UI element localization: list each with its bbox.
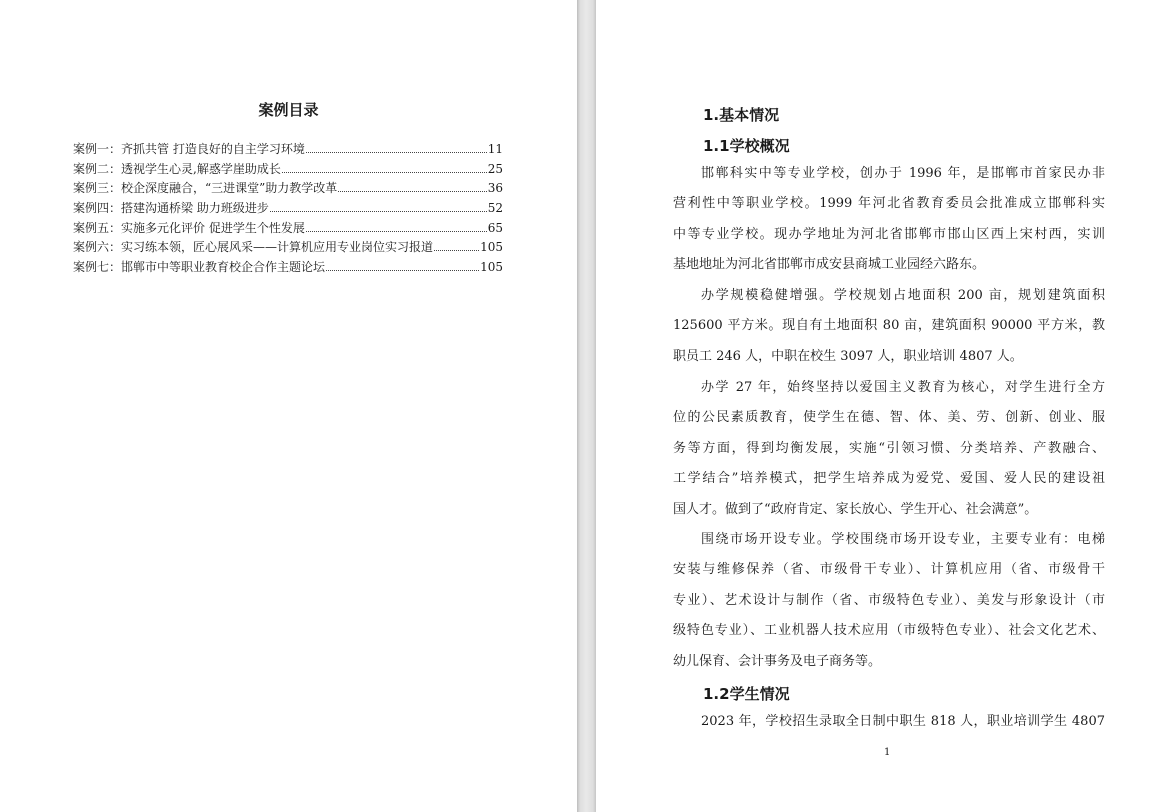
paragraph-school-intro <box>673 159 1105 281</box>
paragraph-line: 安装与维修保养（省、市级骨干专业）、计算机应用（省、市级骨干 <box>673 562 1105 578</box>
toc-entry-page: 36 <box>487 181 503 196</box>
toc-entry-page: 25 <box>487 161 503 176</box>
paragraph-line: 级特色专业）、工业机器人技术应用（市级特色专业）、社会文化艺术、 <box>673 623 1105 639</box>
paragraph-line: 务等方面，得到均衡发展，实施“引领习惯、分类培养、产教融合、 <box>673 440 1105 456</box>
toc-entry-page: 52 <box>487 201 503 216</box>
paragraph-line: 办学规模稳健增强。学校规划占地面积 200 亩，规划建筑面积 <box>701 288 1105 303</box>
paragraph-line: 2023 年，学校招生录取全日制中职生 818 人，职业培训学生 4807 <box>701 714 1105 729</box>
toc-entry-text: 案例一：齐抓共管 打造良好的自主学习环境 <box>73 142 305 156</box>
paragraph-school-majors <box>673 525 1105 677</box>
toc-entry-text: 案例二：透视学生心灵,解惑学崖助成长 <box>73 161 281 176</box>
paragraph-line: 幼儿保育、会计事务及电子商务等。 <box>673 653 882 669</box>
toc-entry-page: 65 <box>487 220 503 235</box>
paragraph-line: 位的公民素质教育，使学生在德、智、体、美、劳、创新、创业、服 <box>673 410 1105 426</box>
paragraph-line: 职员工 246 人，中职在校生 3097 人，职业培训 4807 人。 <box>673 348 1023 364</box>
paragraph-line: 办学 27 年，始终坚持以爱国主义教育为核心，对学生进行全方 <box>701 380 1105 395</box>
toc-entry-text: 案例三：校企深度融合，“三进课堂”助力教学改革 <box>73 181 338 196</box>
toc-title: 案例目录 <box>258 101 319 119</box>
paragraph-student-enrollment <box>673 707 1105 737</box>
page-number: 1 <box>884 747 891 758</box>
paragraph-line: 营利性中等职业学校。1999 年河北省教育委员会批准成立邯郸科实 <box>673 196 1105 212</box>
paragraph-school-scale <box>673 281 1105 372</box>
paragraph-line: 邯郸科实中等专业学校，创办于 1996 年，是邯郸市首家民办非 <box>701 166 1105 181</box>
paragraph-line: 工学结合”培养模式，把学生培养成为爱党、爱国、爱人民的建设祖 <box>673 471 1105 487</box>
toc-entry-text: 案例六：实习练本领，匠心展风采——计算机应用专业岗位实习报道 <box>73 240 434 255</box>
paragraph-line: 围绕市场开设专业。学校围绕市场开设专业，主要专业有：电梯 <box>701 532 1105 547</box>
paragraph-line: 国人才。做到了“政府肯定、家长放心、学生开心、社会满意”。 <box>673 501 1038 517</box>
paragraph-line: 专业）、艺术设计与制作（省、市级特色专业）、美发与形象设计（市 <box>673 592 1105 608</box>
toc-entry-page: 105 <box>480 240 503 255</box>
paragraph-line: 中等专业学校。现办学地址为河北省邯郸市邯山区西上宋村西，实训 <box>673 226 1105 242</box>
toc-entry-text: 案例七：邯郸市中等职业教育校企合作主题论坛 <box>73 260 326 275</box>
toc-entry-text: 案例四：搭建沟通桥梁 助力班级进步 <box>73 201 269 216</box>
toc-entry-page: 11 <box>487 142 503 156</box>
paragraph-line: 基地地址为河北省邯郸市成安县商城工业园经六路东。 <box>673 257 986 273</box>
section-heading-student-info: 1.2学生情况 <box>703 685 790 703</box>
paragraph-school-mission <box>673 373 1105 525</box>
paragraph-line: 125600 平方米。现自有土地面积 80 亩，建筑面积 90000 平方米，教 <box>673 318 1105 334</box>
section-heading-school-overview: 1.1学校概况 <box>703 137 790 155</box>
toc-entry-page: 105 <box>480 260 503 275</box>
section-heading-basic-info: 1.基本情况 <box>703 106 780 124</box>
toc-entry-text: 案例五：实施多元化评价 促进学生个性发展 <box>73 220 305 235</box>
